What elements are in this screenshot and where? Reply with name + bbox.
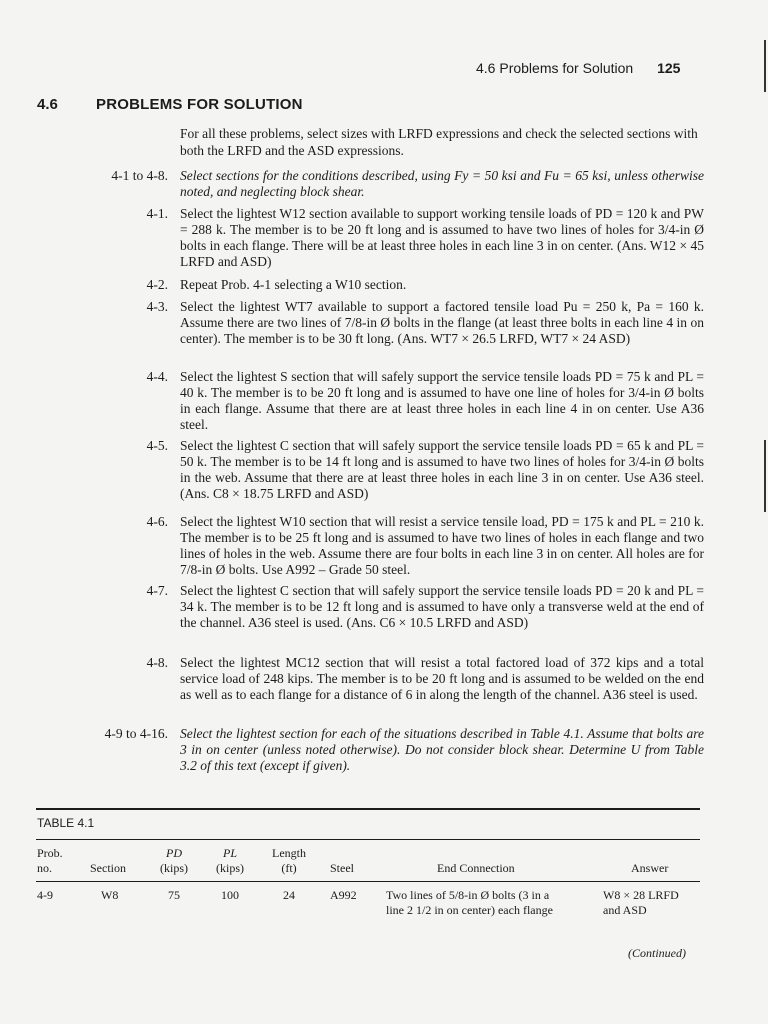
header-length [264,846,314,876]
problem-number: 4-2. [146,277,168,292]
problem-text: Select the lightest MC12 section that will resist a total factored load of 372 kips and a total service load of 248 kips. The member is to be 20 ft long and is assumed to be welded on the end as well as to each flange for a distance of 6 in along the length of the channel. A36 steel is used. [180,655,704,702]
cell-length: 24 [283,888,295,902]
table-header-rule-top [36,839,700,840]
cell-answer [603,888,703,918]
header-answer: Answer [631,861,669,875]
cell-answer-line2: and ASD [603,903,647,917]
problem-text: Select the lightest WT7 available to support a factored tensile load Pu = 250 k, Pa = 160 k. Assume there are two lines of 7/8-in Ø bolts in the flange (at least three bolts in each line 4 in on center). The member is to be 30 ft long. (Ans. WT7 × 26.5 LRFD, WT7 × 24 ASD) [180,299,704,346]
problem-number: 4-6. [146,514,168,529]
scan-edge-mark [764,40,766,92]
section-number: 4.6 [37,96,58,113]
cell-steel: A992 [330,888,357,902]
problem-number: 4-8. [146,655,168,670]
table-header-rule-bottom [36,881,700,882]
problem-text: Select the lightest S section that will safely support the service tensile loads PD = 75 k and PL = 40 k. The member is to be 20 ft long and is assumed to have one line of holes for 3/4-in Ø bolts in each flange. Assume that there are at least three holes in each line 4 in on center. Use A36 steel. [180,369,704,432]
problem-number: 4-1. [146,206,168,221]
problem-number: 4-9 to 4-16. [104,726,168,741]
cell-pd: 75 [168,888,180,902]
scan-edge-mark [764,440,766,512]
header-steel: Steel [330,861,354,875]
problem-text: Select the lightest C section that will safely support the service tensile loads PD = 65 k and PL = 50 k. The member is to be 14 ft long and is assumed to have two lines of holes for 3/4-in Ø bolts in the web. Assume that there are at least three holes in each line 3 in on center. Use A36 steel. (Ans. C8 × 18.75 LRFD and ASD) [180,438,704,501]
problem-number: 4-3. [146,299,168,314]
header-length-line1: Length [272,846,306,860]
header-prob-line1: Prob. [37,846,63,860]
problem-text: Select the lightest W10 section that will resist a service tensile load, PD = 175 k and PL = 210 k. The member is to be 25 ft long and is assumed to have two lines of holes in each flange and two lines of holes in the web. Assume there are four bolts in each line 3 in on center. All holes are for 7/8-in Ø bolts. Use A992 – Grade 50 steel. [180,514,704,577]
header-pd-symbol: PD [166,846,182,860]
cell-end-connection [386,888,596,918]
cell-end-line2: line 2 1/2 in on center) each flange [386,903,553,917]
table-label: TABLE 4.1 [37,816,95,830]
cell-section: W8 [101,888,119,902]
problem-number: 4-7. [146,583,168,598]
header-prob [37,846,63,876]
header-pl [206,846,254,876]
header-prob-line2: no. [37,861,52,875]
problem-text: Repeat Prob. 4-1 selecting a W10 section. [180,277,407,292]
cell-answer-line1: W8 × 28 LRFD [603,888,679,902]
table-top-rule [36,808,700,810]
running-header [476,60,680,76]
header-pd [152,846,196,876]
header-pl-unit: (kips) [216,861,244,875]
page-number: 125 [657,60,681,76]
problem-number: 4-4. [146,369,168,384]
problem-text: Select the lightest section for each of the situations described in Table 4.1. Assume that bolts are 3 in on center (unless noted otherwise). Do not consider block shear. Determine U from Table 3.2 of this text (except if given). [180,726,704,773]
cell-end-line1: Two lines of 5/8-in Ø bolts (3 in a [386,888,550,902]
intro-paragraph: For all these problems, select sizes with LRFD expressions and check the selected sections with both the LRFD and the ASD expressions. [180,126,698,158]
continued-note: (Continued) [628,946,686,960]
problem-text: Select the lightest C section that will safely support the service tensile loads PD = 20 k and PL = 34 k. The member is to be 12 ft long and is assumed to have only a transverse weld at the end of the channel. A36 steel is used. (Ans. C6 × 10.5 LRFD and ASD) [180,583,704,630]
problem-text: Select the lightest W12 section available to support working tensile loads of PD = 120 k and PW = 288 k. The member is to be 20 ft long and is assumed to have two lines of holes for 3/4-in Ø bolts in each flange. There will be at least three holes in each line 3 in on center. (Ans. W12 × 45 LRFD and ASD) [180,206,704,269]
problem-text: Select sections for the conditions described, using Fy = 50 ksi and Fu = 65 ksi, unless otherwise noted, and neglecting block shear. [180,168,704,199]
section-title: PROBLEMS FOR SOLUTION [96,96,303,113]
header-section: Section [90,861,126,875]
header-end-connection: End Connection [437,861,515,875]
header-section-title: 4.6 Problems for Solution [476,60,634,76]
header-pl-symbol: PL [222,846,237,860]
cell-pl: 100 [221,888,239,902]
header-pd-unit: (kips) [160,861,188,875]
problem-number: 4-1 to 4-8. [111,168,168,183]
cell-prob: 4-9 [37,888,53,902]
header-length-unit: (ft) [281,861,297,875]
problem-number: 4-5. [146,438,168,453]
